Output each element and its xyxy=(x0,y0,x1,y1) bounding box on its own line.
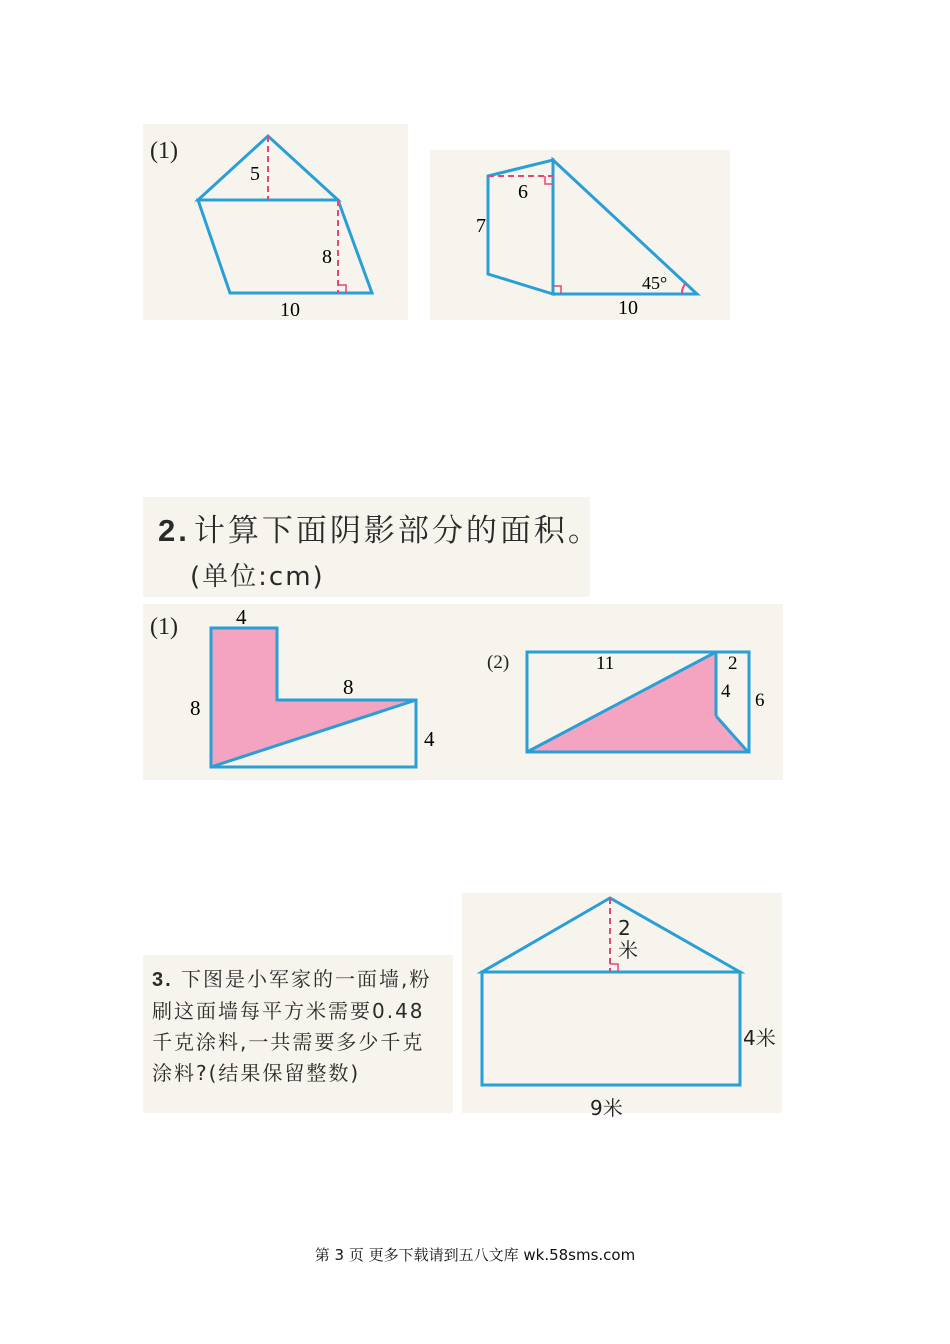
figure-2-triangle xyxy=(553,160,697,294)
q3-height-label: 2米 xyxy=(618,916,638,962)
q2-fig2-top-right: 2 xyxy=(728,653,738,674)
figure-1-base: 10 xyxy=(280,299,300,321)
question-2-text: 计算下面阴影部分的面积。 xyxy=(193,513,602,549)
q2-fig1-middle: 8 xyxy=(343,675,354,699)
figure-2-angle-arc xyxy=(682,283,686,294)
q3-base-label: 9米 xyxy=(590,1096,623,1120)
q3-wall-outline xyxy=(482,898,740,1085)
question-2-number: 2. xyxy=(158,513,190,548)
q2-fig2-inner: 4 xyxy=(721,681,731,702)
q2-fig2-label: (2) xyxy=(487,652,510,673)
q2-fig2-right: 6 xyxy=(755,690,765,711)
q2-fig1-label: (1) xyxy=(150,614,178,640)
figure-2-left-side: 7 xyxy=(476,215,486,237)
question-2-heading xyxy=(158,505,602,550)
q2-fig1-shaded-region xyxy=(211,628,416,767)
figure-2-top-width: 6 xyxy=(518,181,528,203)
figure-2-angle: 45° xyxy=(642,273,668,293)
q2-fig1-left: 8 xyxy=(190,696,201,720)
question-3-number: 3. xyxy=(152,969,173,991)
figure-1-label: (1) xyxy=(150,138,178,164)
q2-fig1-right: 4 xyxy=(424,727,435,751)
figure-1-h1: 5 xyxy=(250,163,260,185)
figure-1-parallelogram xyxy=(198,200,372,293)
q2-fig2-top: 11 xyxy=(596,653,615,674)
question-2-unit: (单位:cm) xyxy=(190,562,325,592)
question-3-text: 下图是小军家的一面墙,粉刷这面墙每平方米需要0.48千克涂料,一共需要多少千克涂料?(结果保留整数) xyxy=(152,967,432,1085)
q2-fig1-top: 4 xyxy=(236,605,247,629)
figure-2-base: 10 xyxy=(618,297,638,319)
q3-side-label: 4米 xyxy=(743,1026,776,1050)
page-footer: 第 3 页 更多下载请到五八文库 wk.58sms.com xyxy=(314,1246,636,1264)
figure-1-shape xyxy=(198,136,372,293)
figure-1-h2: 8 xyxy=(322,246,332,268)
question-3-text-block xyxy=(152,964,442,1089)
